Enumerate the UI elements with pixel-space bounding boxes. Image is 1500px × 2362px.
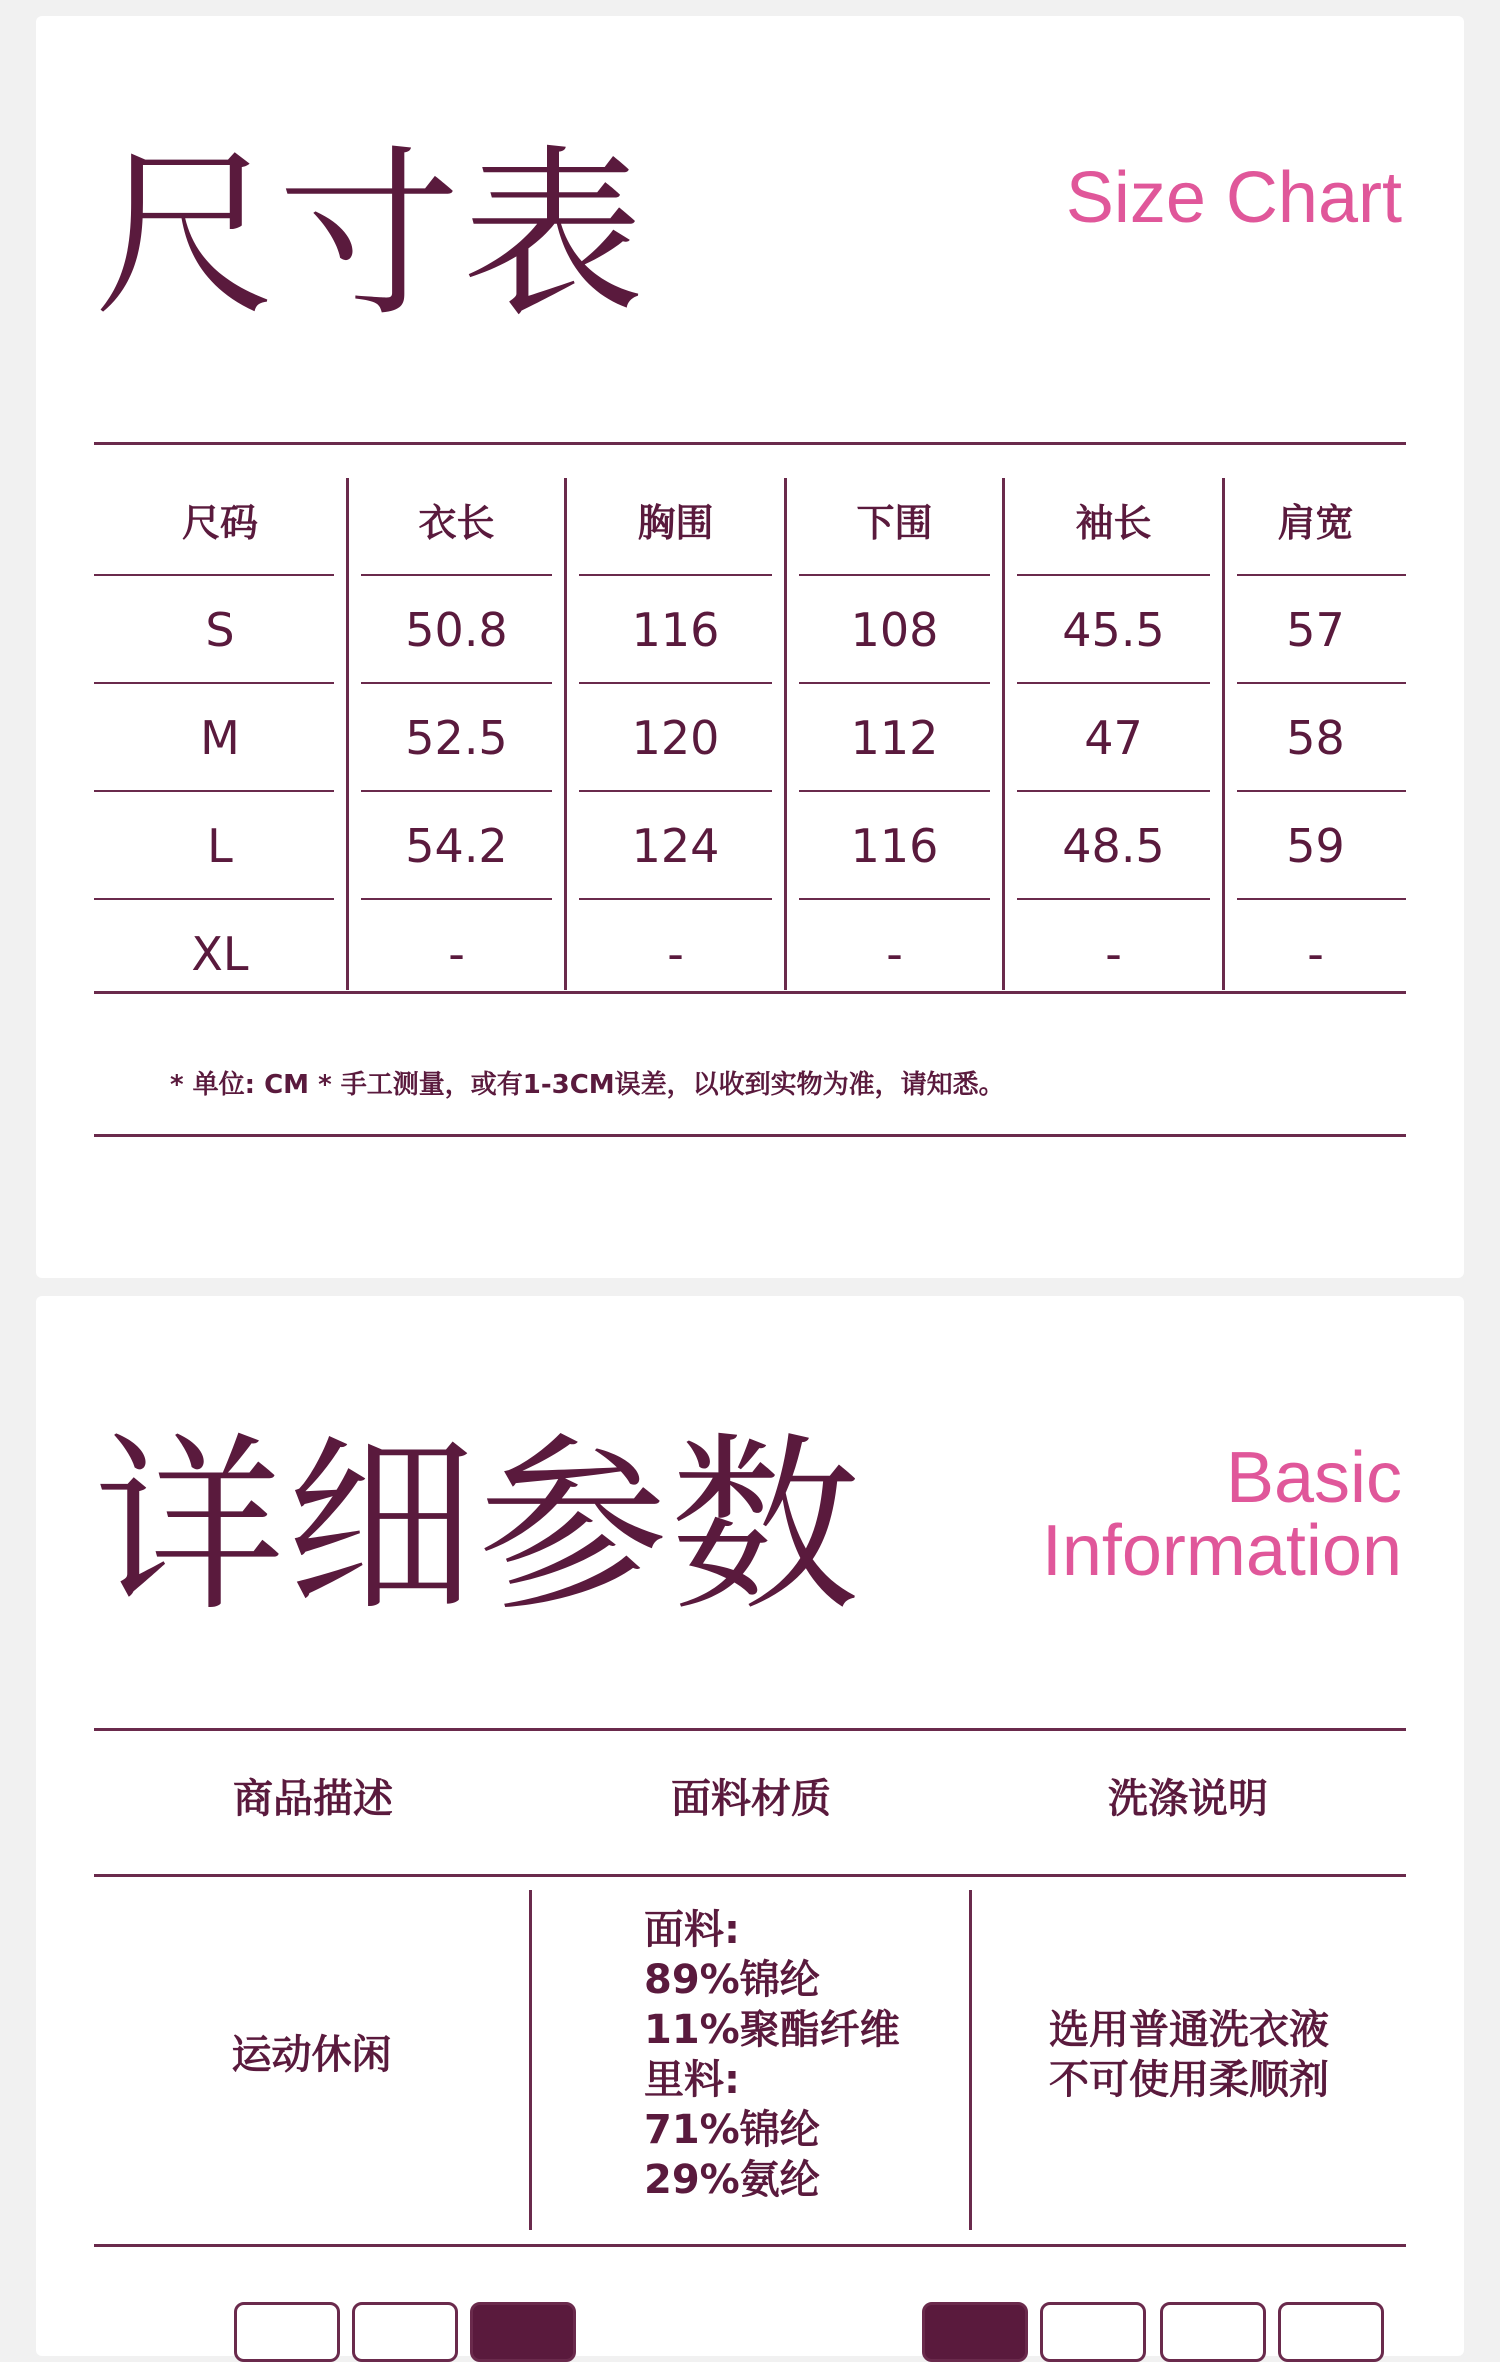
partial-box [1040,2302,1146,2362]
cell-chest: 120 [567,684,784,792]
basic-info-subtitle: Basic Information [1041,1438,1402,1592]
cell-chest: 124 [567,792,784,900]
partial-box [234,2302,340,2362]
partial-box [352,2302,458,2362]
basic-info-card [36,1296,1464,2356]
size-table-bottom-rule [94,991,1406,994]
size-chart-subtitle: Size Chart [1065,158,1402,238]
material-line: 面料: [644,1907,740,1953]
cell-sleeve: 47 [1005,684,1222,792]
cell-hem: 112 [787,684,1002,792]
header-shoulder: 肩宽 [1225,462,1406,576]
info-table-top-rule [94,1728,1406,1731]
partial-box [922,2302,1028,2362]
cell-hem: 116 [787,792,1002,900]
table-row [94,576,1406,684]
cell-shoulder: 57 [1225,576,1406,684]
header-washing: 洗涤说明 [1108,1775,1268,1822]
cell-sleeve: - [1105,927,1122,981]
cell-size: XL [191,927,249,981]
cell-size: S [94,576,346,684]
column-divider [529,1890,532,2230]
cell-chest: 116 [567,576,784,684]
material-line: 里料: [644,2057,740,2103]
washing-line: 不可使用柔顺剂 [1049,2057,1329,2103]
cell-sleeve: 48.5 [1005,792,1222,900]
cell-hem: 108 [787,576,1002,684]
size-table-header-row [94,462,1406,576]
material-line: 29%氨纶 [644,2157,820,2203]
info-header-rule [94,1874,1406,1877]
description-value: 运动休闲 [231,2032,392,2078]
cell-chest: - [667,927,684,981]
table-row [94,792,1406,900]
info-table-bottom-rule [94,2244,1406,2247]
cell-length: 54.2 [349,792,564,900]
header-material: 面料材质 [671,1775,831,1822]
cell-length: 50.8 [349,576,564,684]
cell-hem: - [886,927,903,981]
measurement-note: * 单位: CM * 手工测量，或有1-3CM误差，以收到实物为准，请知悉。 [170,1070,1005,1100]
header-length: 衣长 [349,462,564,576]
header-chest: 胸围 [567,462,784,576]
partial-box [470,2302,576,2362]
cell-shoulder: 59 [1225,792,1406,900]
cell-size: M [94,684,346,792]
size-table [94,462,1406,1008]
cell-shoulder: 58 [1225,684,1406,792]
washing-line: 选用普通洗衣液 [1049,2007,1329,2053]
partial-box [1278,2302,1384,2362]
cell-shoulder: - [1307,927,1324,981]
header-size: 尺码 [94,462,346,576]
washing-value [972,1880,1406,2230]
table-row [94,684,1406,792]
basic-info-title: 详细参数 [94,1416,863,1637]
material-line: 89%锦纶 [644,1957,820,2003]
cell-length: 52.5 [349,684,564,792]
cell-size: L [94,792,346,900]
note-bottom-rule [94,1134,1406,1137]
header-hem: 下围 [787,462,1002,576]
partial-box [1160,2302,1266,2362]
material-value [644,1880,964,2230]
size-chart-card [36,16,1464,1278]
header-description: 商品描述 [233,1775,393,1822]
cell-sleeve: 45.5 [1005,576,1222,684]
size-table-top-rule [94,442,1406,445]
cell-length: - [448,927,465,981]
size-chart-title: 尺寸表 [94,129,646,341]
material-line: 11%聚酯纤维 [644,2007,900,2053]
header-sleeve: 袖长 [1005,462,1222,576]
material-line: 71%锦纶 [644,2107,820,2153]
